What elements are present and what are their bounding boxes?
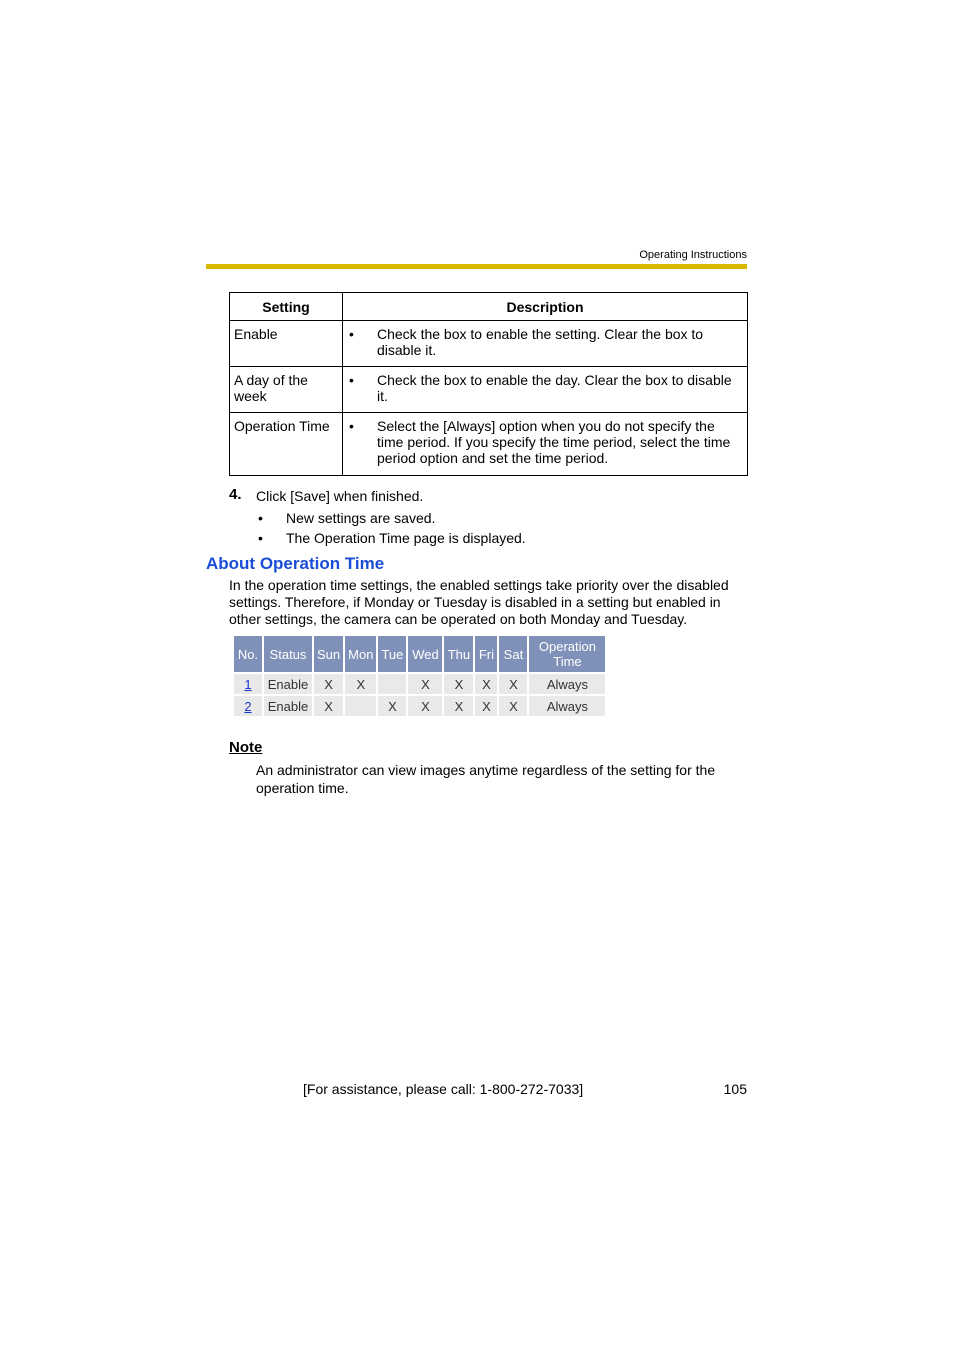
running-header: Operating Instructions: [639, 249, 747, 261]
status-cell: Enable: [264, 674, 312, 694]
bullet-icon: •: [349, 326, 354, 342]
column-header-operation-time: Operation Time: [529, 636, 605, 672]
status-cell: Enable: [264, 696, 312, 716]
column-header-sat: Sat: [499, 636, 527, 672]
setting-cell: Operation Time: [230, 413, 343, 476]
day-cell: [345, 696, 376, 716]
day-cell: X: [378, 696, 406, 716]
setting-cell: A day of the week: [230, 367, 343, 413]
table-row: [230, 367, 748, 413]
step-number: 4.: [229, 486, 242, 503]
day-cell: X: [499, 696, 527, 716]
list-item: • New settings are saved.: [258, 510, 436, 526]
day-cell: X: [345, 674, 376, 694]
list-item: • The Operation Time page is displayed.: [258, 530, 526, 546]
table-row: [234, 674, 605, 694]
column-header-tue: Tue: [378, 636, 406, 672]
settings-table: [229, 292, 748, 476]
bullet-icon: •: [349, 418, 354, 434]
day-cell: X: [314, 674, 343, 694]
bullet-icon: •: [349, 372, 354, 388]
note-text: An administrator can view images anytime regardless of the setting for the operation time.: [256, 762, 716, 796]
day-cell: X: [408, 696, 442, 716]
column-header-thu: Thu: [444, 636, 473, 672]
column-header-status: Status: [264, 636, 312, 672]
operation-time-table: [232, 634, 607, 718]
header-rule: [206, 264, 747, 269]
column-header-fri: Fri: [475, 636, 497, 672]
table-row: [230, 321, 748, 367]
section-paragraph: In the operation time settings, the enabled settings take priority over the disabled settings. Therefore, if Monday or Tuesday is disabled in a setting but enabled in other settings, the camera can be operated on both Monday and Tuesday.: [229, 577, 729, 627]
day-cell: X: [499, 674, 527, 694]
assistance-footer: [For assistance, please call: 1-800-272-7033]: [303, 1081, 584, 1097]
bullet-icon: •: [258, 510, 263, 526]
settings-table-header-row: [230, 293, 748, 321]
column-header-setting: Setting: [230, 293, 343, 321]
column-header-wed: Wed: [408, 636, 442, 672]
row-number-link[interactable]: 2: [234, 696, 262, 716]
description-text: Check the box to enable the setting. Clear the box to disable it.: [377, 326, 704, 358]
note-title: Note: [229, 739, 263, 756]
description-text: Select the [Always] option when you do not specify the time period. If you specify the time period, select the time period option and set the time period.: [377, 418, 731, 466]
description-cell: [343, 321, 748, 367]
table-row: [230, 413, 748, 476]
optime-header-row: [234, 636, 605, 672]
description-cell: [343, 413, 748, 476]
day-cell: X: [475, 696, 497, 716]
day-cell: [378, 674, 406, 694]
table-row: [234, 696, 605, 716]
column-header-sun: Sun: [314, 636, 343, 672]
day-cell: X: [444, 674, 473, 694]
bullet-icon: •: [258, 530, 263, 546]
row-number-link[interactable]: 1: [234, 674, 262, 694]
description-text: Check the box to enable the day. Clear the box to disable it.: [377, 372, 732, 404]
column-header-no: No.: [234, 636, 262, 672]
description-cell: [343, 367, 748, 413]
page-number: 105: [723, 1081, 747, 1097]
column-header-description: Description: [343, 293, 748, 321]
section-title: About Operation Time: [206, 554, 385, 573]
day-cell: X: [408, 674, 442, 694]
step-text: Click [Save] when finished.: [256, 488, 424, 504]
day-cell: X: [475, 674, 497, 694]
column-header-mon: Mon: [345, 636, 376, 672]
operation-time-cell: Always: [529, 674, 605, 694]
day-cell: X: [444, 696, 473, 716]
operation-time-cell: Always: [529, 696, 605, 716]
day-cell: X: [314, 696, 343, 716]
setting-cell: Enable: [230, 321, 343, 367]
